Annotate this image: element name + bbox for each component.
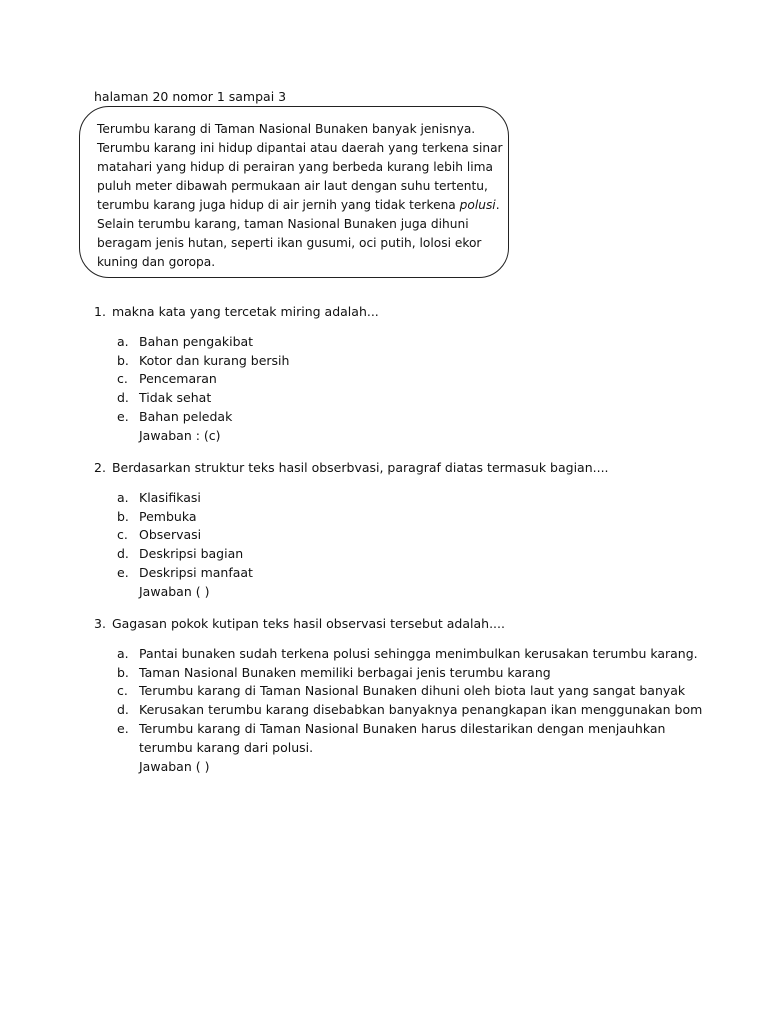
passage-text: terumbu karang juga hidup di air jernih yang tidak terkena bbox=[97, 198, 460, 212]
option-letter: b. bbox=[117, 508, 129, 524]
option-letter: b. bbox=[117, 352, 129, 368]
question-text: Berdasarkan struktur teks hasil obserbvasi, paragraf diatas termasuk bagian.... bbox=[111, 460, 609, 475]
question-number: 3. bbox=[94, 616, 106, 631]
option-letter: b. bbox=[117, 664, 129, 680]
option-letter: e. bbox=[117, 720, 129, 736]
question-2-options bbox=[117, 489, 253, 583]
option-text: Terumbu karang di Taman Nasional Bunaken harus dilestarikan dengan menjauhkan bbox=[139, 720, 666, 736]
option-letter: a. bbox=[117, 490, 129, 505]
page-reference: halaman 20 nomor 1 sampai 3 bbox=[94, 89, 287, 104]
option-c bbox=[117, 370, 289, 389]
passage-line: Terumbu karang ini hidup dipantai atau daerah yang terkena sinar bbox=[97, 141, 503, 155]
passage-text: . bbox=[495, 198, 500, 212]
option-letter: e. bbox=[117, 408, 129, 424]
option-text: Deskripsi manfaat bbox=[139, 564, 253, 580]
option-e bbox=[117, 408, 289, 427]
passage-box bbox=[79, 106, 509, 278]
option-a bbox=[117, 333, 289, 352]
option-text: Terumbu karang di Taman Nasional Bunaken dihuni oleh biota laut yang sangat banyak bbox=[139, 683, 686, 699]
option-text: terumbu karang dari polusi. bbox=[139, 739, 314, 755]
option-letter: c. bbox=[117, 371, 128, 387]
option-e bbox=[117, 564, 253, 583]
question-1 bbox=[94, 303, 379, 321]
passage-line: kuning dan goropa. bbox=[97, 255, 216, 269]
option-b bbox=[117, 508, 253, 527]
option-a bbox=[117, 645, 702, 664]
option-letter: a. bbox=[117, 334, 129, 349]
option-a bbox=[117, 489, 253, 508]
answer-line: Jawaban : (c) bbox=[139, 428, 221, 443]
option-letter: d. bbox=[117, 390, 129, 406]
option-text: Tidak sehat bbox=[139, 390, 212, 406]
passage-line: Terumbu karang di Taman Nasional Bunaken banyak jenisnya. bbox=[97, 122, 476, 136]
option-text: Pantai bunaken sudah terkena polusi sehingga menimbulkan kerusakan terumbu karang. bbox=[139, 646, 698, 661]
question-1-options bbox=[117, 333, 289, 427]
question-text: makna kata yang tercetak miring adalah... bbox=[111, 304, 379, 319]
question-number: 2. bbox=[94, 460, 106, 475]
option-d bbox=[117, 389, 289, 408]
option-text: Kotor dan kurang bersih bbox=[139, 352, 290, 368]
answer-line: Jawaban ( ) bbox=[139, 584, 210, 599]
option-letter: d. bbox=[117, 546, 129, 562]
passage-line: Selain terumbu karang, taman Nasional Bunaken juga dihuni bbox=[97, 217, 469, 231]
option-letter: e. bbox=[117, 564, 129, 580]
italic-word: polusi bbox=[459, 198, 496, 212]
option-c bbox=[117, 682, 702, 701]
passage-line: beragam jenis hutan, seperti ikan gusumi, oci putih, lolosi ekor bbox=[97, 236, 482, 250]
option-d bbox=[117, 701, 702, 720]
option-text: Kerusakan terumbu karang disebabkan banyaknya penangkapan ikan menggunakan bom bbox=[139, 702, 703, 718]
question-3-options bbox=[117, 645, 702, 757]
option-text: Bahan pengakibat bbox=[139, 334, 254, 349]
option-e bbox=[117, 720, 702, 739]
option-d bbox=[117, 545, 253, 564]
passage-line: matahari yang hidup di perairan yang berbeda kurang lebih lima bbox=[97, 160, 493, 174]
option-e-continued bbox=[117, 739, 702, 758]
option-letter: a. bbox=[117, 646, 129, 661]
passage-line bbox=[97, 196, 500, 215]
question-number: 1. bbox=[94, 304, 106, 319]
question-3 bbox=[94, 615, 505, 633]
option-b bbox=[117, 352, 289, 371]
option-c bbox=[117, 526, 253, 545]
option-letter: c. bbox=[117, 527, 128, 543]
option-text: Taman Nasional Bunaken memiliki berbagai jenis terumbu karang bbox=[139, 664, 551, 680]
option-text: Pembuka bbox=[139, 508, 197, 524]
question-text: Gagasan pokok kutipan teks hasil observasi tersebut adalah.... bbox=[111, 616, 505, 631]
option-b bbox=[117, 664, 702, 683]
option-text: Observasi bbox=[139, 527, 202, 543]
option-text: Klasifikasi bbox=[139, 490, 201, 505]
answer-line: Jawaban ( ) bbox=[139, 759, 210, 774]
passage-line: puluh meter dibawah permukaan air laut dengan suhu tertentu, bbox=[97, 179, 488, 193]
option-letter: c. bbox=[117, 683, 128, 699]
option-text: Bahan peledak bbox=[139, 408, 233, 424]
question-2 bbox=[94, 459, 609, 477]
option-text: Pencemaran bbox=[139, 371, 217, 387]
option-letter: d. bbox=[117, 702, 129, 718]
option-text: Deskripsi bagian bbox=[139, 546, 244, 562]
